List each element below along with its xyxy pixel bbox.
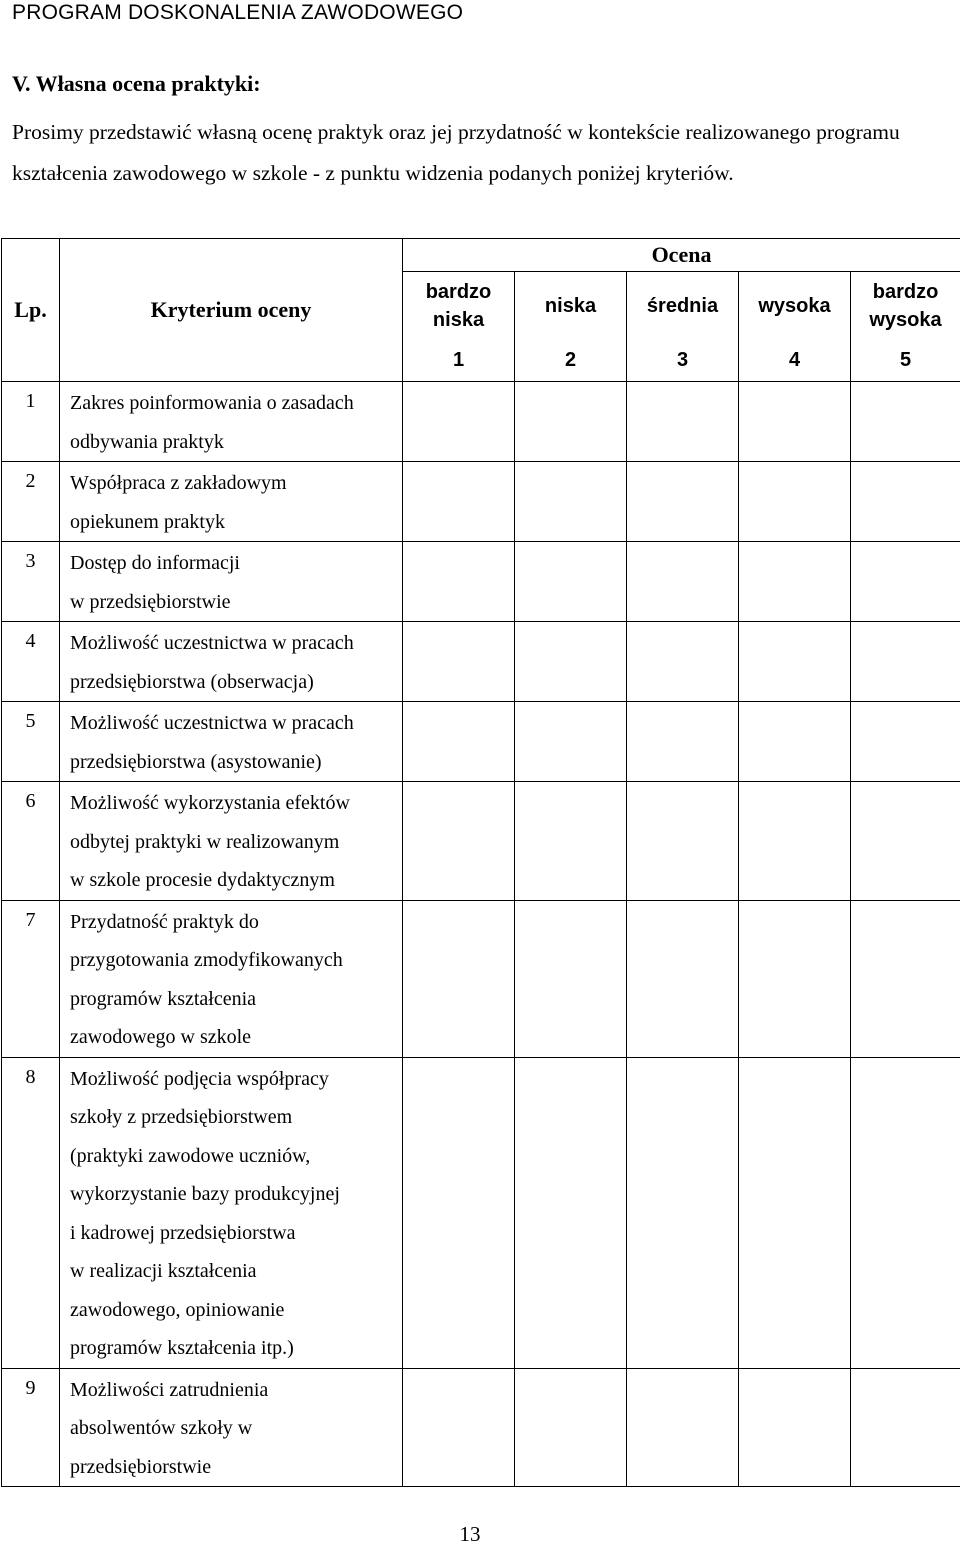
criterion-line: przedsiębiorstwie <box>70 1455 212 1478</box>
criterion-line: szkoły z przedsiębiorstwem <box>70 1106 293 1128</box>
criterion-line: Współpraca z zakładowym <box>70 472 287 494</box>
rating-cell[interactable] <box>739 542 851 622</box>
table-row <box>2 462 960 542</box>
criterion-line: przedsiębiorstwa (asystowanie) <box>70 750 322 773</box>
rating-cell[interactable] <box>739 702 851 782</box>
program-title: PROGRAM DOSKONALENIA ZAWODOWEGO <box>12 1 464 24</box>
row-number: 4 <box>2 622 60 702</box>
rating-cell[interactable] <box>851 542 960 622</box>
rating-cell[interactable] <box>739 900 851 1057</box>
rating-column-number: 3 <box>627 340 739 382</box>
criterion-line: w szkole procesie dydaktycznym <box>70 869 335 891</box>
header-lp-label: Lp. <box>14 297 47 322</box>
rating-column-header <box>627 272 739 341</box>
row-number: 3 <box>2 542 60 622</box>
criterion-cell <box>60 1368 403 1487</box>
header-criterion-label: Kryterium oceny <box>150 297 312 322</box>
rating-cell[interactable] <box>851 1057 960 1368</box>
rating-cell[interactable] <box>851 782 960 901</box>
criterion-cell <box>60 1057 403 1368</box>
rating-cell[interactable] <box>627 382 739 462</box>
row-number: 9 <box>2 1368 60 1487</box>
rating-cell[interactable] <box>515 622 627 702</box>
criterion-line: i kadrowej przedsiębiorstwa <box>70 1221 296 1244</box>
rating-cell[interactable] <box>627 900 739 1057</box>
rating-column-header <box>403 272 515 341</box>
row-number: 5 <box>2 702 60 782</box>
row-number: 8 <box>2 1057 60 1368</box>
row-number: 1 <box>2 382 60 462</box>
table-row <box>2 900 960 1057</box>
criterion-line: przygotowania zmodyfikowanych <box>70 949 343 971</box>
rating-cell[interactable] <box>515 382 627 462</box>
rating-cell[interactable] <box>739 1057 851 1368</box>
criterion-line: Zakres poinformowania o zasadach <box>70 392 354 414</box>
rating-label-line1: średnia <box>646 295 719 317</box>
rating-label-line1: wysoka <box>758 295 831 317</box>
rating-column-number: 4 <box>739 340 851 382</box>
rating-cell[interactable] <box>403 542 515 622</box>
table-row <box>2 542 960 622</box>
criterion-cell <box>60 900 403 1057</box>
rating-cell[interactable] <box>851 622 960 702</box>
rating-cell[interactable] <box>627 1368 739 1487</box>
table-row <box>2 1368 960 1487</box>
table-body <box>2 382 960 1487</box>
rating-cell[interactable] <box>515 1057 627 1368</box>
rating-cell[interactable] <box>739 782 851 901</box>
table-row <box>2 382 960 462</box>
row-number: 7 <box>2 900 60 1057</box>
rating-cell[interactable] <box>627 462 739 542</box>
criterion-line: Możliwość podjęcia współpracy <box>70 1067 329 1090</box>
rating-column-number: 5 <box>851 340 960 382</box>
criterion-line: wykorzystanie bazy produkcyjnej <box>70 1183 340 1205</box>
rating-column-header <box>515 272 627 341</box>
section-title: V. Własna ocena praktyki: <box>12 71 261 96</box>
criterion-line: programów kształcenia <box>70 987 257 1010</box>
criterion-line: Możliwość uczestnictwa w pracach <box>70 712 354 734</box>
criterion-line: Możliwość uczestnictwa w pracach <box>70 632 354 654</box>
table-row <box>2 782 960 901</box>
rating-cell[interactable] <box>627 1057 739 1368</box>
criterion-cell <box>60 382 403 462</box>
rating-cell[interactable] <box>515 1368 627 1487</box>
rating-label-line2: wysoka <box>869 309 942 331</box>
criterion-line: odbywania praktyk <box>70 430 224 453</box>
table-row <box>2 702 960 782</box>
criterion-line: Przydatność praktyk do <box>70 910 259 933</box>
rating-cell[interactable] <box>515 462 627 542</box>
rating-cell[interactable] <box>851 702 960 782</box>
criterion-line: (praktyki zawodowe uczniów, <box>70 1144 311 1167</box>
criterion-cell <box>60 622 403 702</box>
criterion-line: Możliwości zatrudnienia <box>70 1378 269 1401</box>
rating-cell[interactable] <box>627 702 739 782</box>
rating-cell[interactable] <box>739 1368 851 1487</box>
header-lp <box>2 239 60 382</box>
table-row <box>2 1057 960 1368</box>
rating-cell[interactable] <box>403 1368 515 1487</box>
rating-cell[interactable] <box>515 702 627 782</box>
criterion-cell <box>60 782 403 901</box>
criterion-cell <box>60 542 403 622</box>
row-number: 2 <box>2 462 60 542</box>
header-row-ocena <box>2 239 960 272</box>
criterion-line: absolwentów szkoły w <box>70 1417 253 1439</box>
criterion-line: Możliwość wykorzystania efektów <box>70 792 350 814</box>
page-number: 13 <box>459 1522 481 1546</box>
rating-cell[interactable] <box>403 900 515 1057</box>
rating-cell[interactable] <box>739 622 851 702</box>
header-ocena-label: Ocena <box>651 242 712 267</box>
criterion-line: odbytej praktyki w realizowanym <box>70 830 340 853</box>
rating-cell[interactable] <box>515 900 627 1057</box>
rating-cell[interactable] <box>851 382 960 462</box>
criterion-line: programów kształcenia itp.) <box>70 1337 294 1359</box>
rating-label-line2: niska <box>432 309 485 331</box>
rating-cell[interactable] <box>851 1368 960 1487</box>
row-number: 6 <box>2 782 60 901</box>
evaluation-table <box>1 238 960 1487</box>
rating-label-line1: bardzo <box>425 281 492 303</box>
criterion-cell <box>60 462 403 542</box>
intro-text: Prosimy przedstawić własną ocenę praktyk oraz jej przydatność w kontekście realizowanego programu kształcenia zawodowego w szkole - z punktu widzenia podanych poniżej kryteriów. <box>12 120 900 185</box>
rating-cell[interactable] <box>739 462 851 542</box>
header-ocena <box>403 239 960 272</box>
rating-cell[interactable] <box>403 1057 515 1368</box>
rating-cell[interactable] <box>403 702 515 782</box>
rating-label-line1: niska <box>544 295 597 317</box>
rating-cell[interactable] <box>403 782 515 901</box>
criterion-line: w przedsiębiorstwie <box>70 590 231 613</box>
criterion-line: Dostęp do informacji <box>70 552 240 574</box>
rating-cell[interactable] <box>403 462 515 542</box>
rating-column-header <box>739 272 851 341</box>
criterion-line: w realizacji kształcenia <box>70 1260 257 1282</box>
rating-cell[interactable] <box>627 622 739 702</box>
rating-cell[interactable] <box>851 462 960 542</box>
rating-cell[interactable] <box>403 382 515 462</box>
header-criterion <box>60 239 403 382</box>
rating-cell[interactable] <box>403 622 515 702</box>
rating-label-line1: bardzo <box>872 281 939 303</box>
rating-column-number: 2 <box>515 340 627 382</box>
rating-cell[interactable] <box>627 782 739 901</box>
rating-cell[interactable] <box>627 542 739 622</box>
criterion-line: przedsiębiorstwa (obserwacja) <box>70 670 314 693</box>
rating-column-header <box>851 272 960 341</box>
table-row <box>2 622 960 702</box>
criterion-line: opiekunem praktyk <box>70 510 225 533</box>
rating-cell[interactable] <box>739 382 851 462</box>
criterion-line: zawodowego, opiniowanie <box>70 1298 285 1321</box>
rating-column-number: 1 <box>403 340 515 382</box>
criterion-line: zawodowego w szkole <box>70 1026 252 1048</box>
rating-cell[interactable] <box>515 782 627 901</box>
rating-cell[interactable] <box>515 542 627 622</box>
criterion-cell <box>60 702 403 782</box>
rating-cell[interactable] <box>851 900 960 1057</box>
